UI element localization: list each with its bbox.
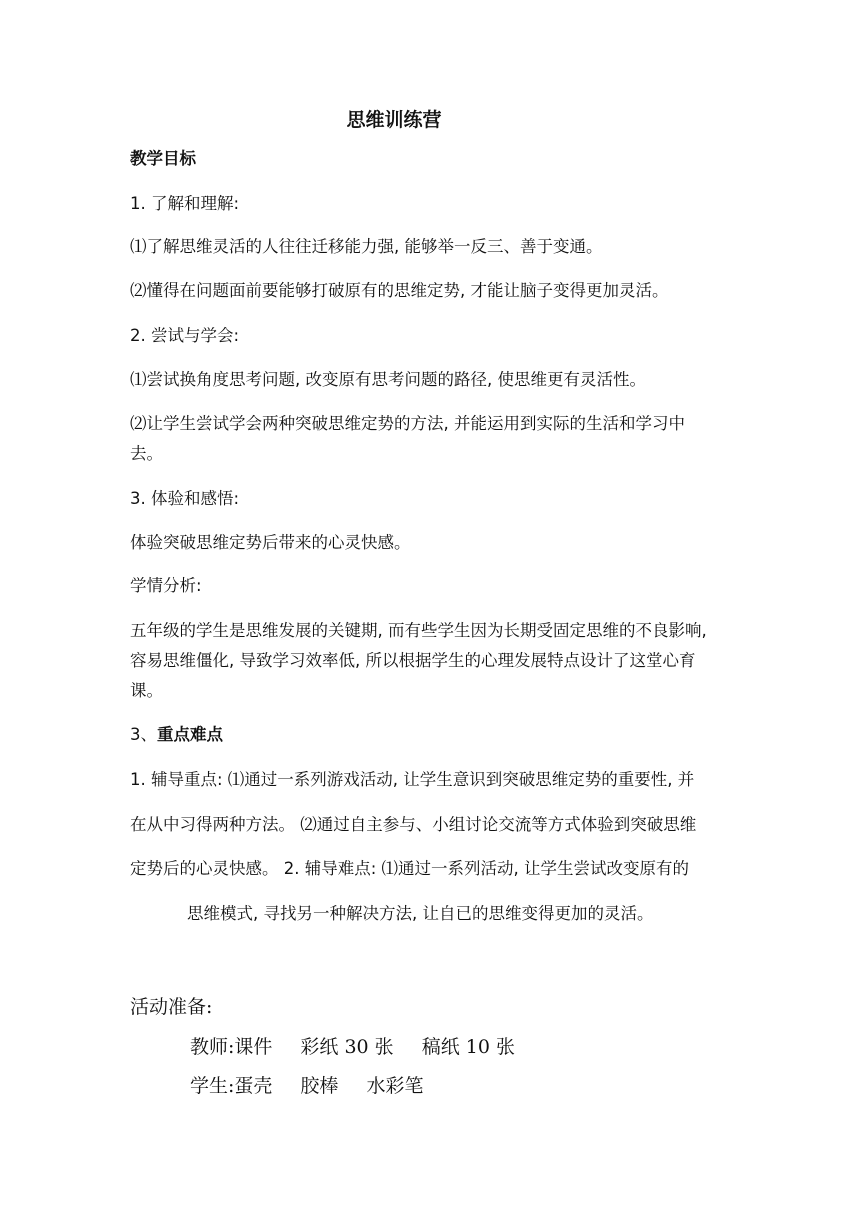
key-heading	[130, 724, 223, 746]
teacher-row	[190, 1036, 515, 1058]
goal3-title: 3. 体验和感悟:	[130, 489, 240, 508]
goal1-item1: ⑴了解思维灵活的人往往迁移能力强, 能够举一反三、善于变通。	[130, 237, 603, 256]
student-item: 胶棒	[300, 1075, 339, 1097]
analysis-line2: 容易思维僵化, 导致学习效率低, 所以根据学生的心理发展特点设计了这堂心育	[130, 651, 696, 670]
teacher-item: 课件	[234, 1036, 273, 1058]
student-item: 蛋壳	[234, 1075, 273, 1097]
goal3-item1: 体验突破思维定势后带来的心灵快感。	[130, 533, 411, 552]
analysis-title: 学情分析:	[130, 576, 202, 595]
goal1-item2: ⑵懂得在问题面前要能够打破原有的思维定势, 才能让脑子变得更加灵活。	[130, 281, 669, 300]
student-item: 水彩笔	[366, 1075, 424, 1097]
key-title: 重点难点	[157, 725, 223, 744]
analysis-line1: 五年级的学生是思维发展的关键期, 而有些学生因为长期受固定思维的不良影响,	[130, 621, 707, 640]
teacher-item: 彩纸 30 张	[300, 1036, 394, 1058]
goal2-title: 2. 尝试与学会:	[130, 326, 240, 345]
teacher-label: 教师:	[190, 1036, 235, 1058]
goal2-item2-line1: ⑵让学生尝试学会两种突破思维定势的方法, 并能运用到实际的生活和学习中	[130, 414, 685, 433]
document-title: 思维训练营	[346, 109, 442, 131]
key-line4: 思维模式, 寻找另一种解决方法, 让自已的思维变得更加的灵活。	[187, 904, 654, 923]
key-prefix: 3、	[130, 725, 157, 744]
prep-title: 活动准备:	[130, 996, 213, 1018]
student-row	[190, 1075, 423, 1097]
goal1-title: 1. 了解和理解:	[130, 194, 240, 213]
goal2-item2-line2: 去。	[130, 444, 163, 463]
key-line2: 在从中习得两种方法。 ⑵通过自主参与、小组讨论交流等方式体验到突破思维	[130, 815, 697, 834]
goal2-item1: ⑴尝试换角度思考问题, 改变原有思考问题的路径, 使思维更有灵活性。	[130, 370, 646, 389]
key-line1: 1. 辅导重点: ⑴通过一系列游戏活动, 让学生意识到突破思维定势的重要性, 并	[130, 770, 695, 789]
teacher-item: 稿纸 10 张	[421, 1036, 515, 1058]
heading-goals: 教学目标	[130, 149, 196, 168]
key-line3: 定势后的心灵快感。 2. 辅导难点: ⑴通过一系列活动, 让学生尝试改变原有的	[130, 859, 690, 878]
student-label: 学生:	[190, 1075, 235, 1097]
analysis-line3: 课。	[130, 681, 163, 700]
